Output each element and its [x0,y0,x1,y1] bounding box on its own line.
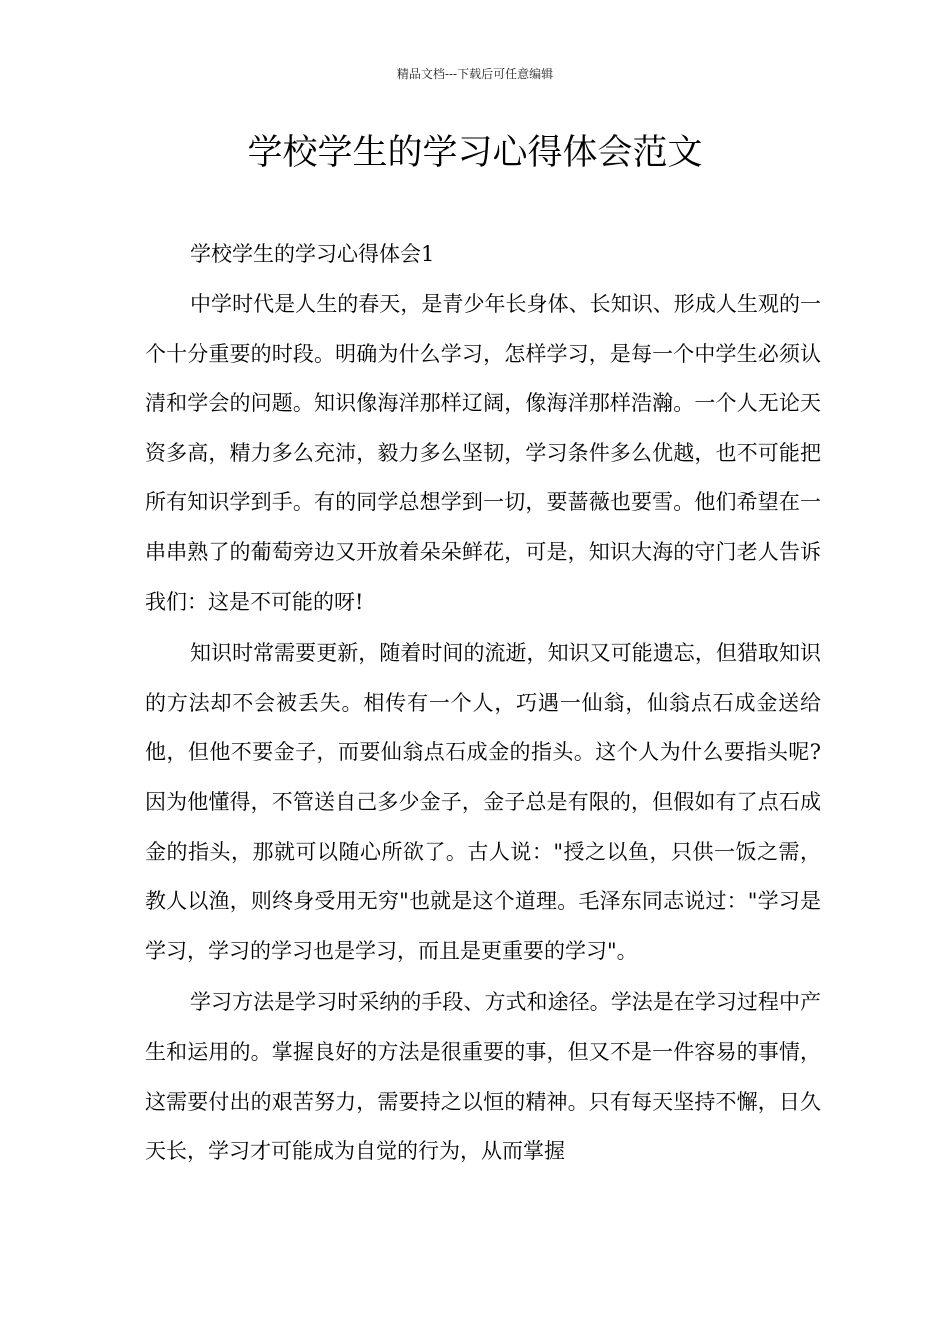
document-title: 学校学生的学习心得体会范文 [247,133,703,173]
paragraph-2: 知识时常需要更新，随着时间的流逝，知识又可能遗忘，但猎取知识的方法却不会被丢失。相传有一个人，巧遇一仙翁，仙翁点石成金送给他，但他不要金子，而要仙翁点石成金的指头。这个人为什么要指头呢?因为他懂得，不管送自己多少金子，金子总是有限的，但假如有了点石成金的指头，那就可以随心所欲了。古人说："授之以鱼，只供一饭之需，教人以渔，则终身受用无穷"也就是这个道理。毛泽东同志说过："学习是学习，学习的学习也是学习，而且是更重要的学习"。 [145,641,821,963]
paragraph-3: 学习方法是学习时采纳的手段、方式和途径。学法是在学习过程中产生和运用的。掌握良好的方法是很重要的事，但又不是一件容易的事情，这需要付出的艰苦努力，需要持之以恒的精神。只有每天坚持不懈，日久天长，学习才可能成为自觉的行为，从而掌握 [145,990,821,1164]
document-body [145,230,821,1179]
section-heading: 学校学生的学习心得体会1 [190,242,435,266]
paragraph-1: 中学时代是人生的春天，是青少年长身体、长知识、形成人生观的一个十分重要的时段。明确为什么学习，怎样学习，是每一个中学生必须认清和学会的问题。知识像海洋那样辽阔，像海洋那样浩瀚。一个人无论天资多高，精力多么充沛，毅力多么坚韧，学习条件多么优越，也不可能把所有知识学到手。有的同学总想学到一切，要蔷薇也要雪。他们希望在一串串熟了的葡萄旁边又开放着朵朵鲜花，可是，知识大海的守门老人告诉我们：这是不可能的呀! [145,292,821,614]
header-note: 精品文档---下载后可任意编辑 [396,67,554,81]
